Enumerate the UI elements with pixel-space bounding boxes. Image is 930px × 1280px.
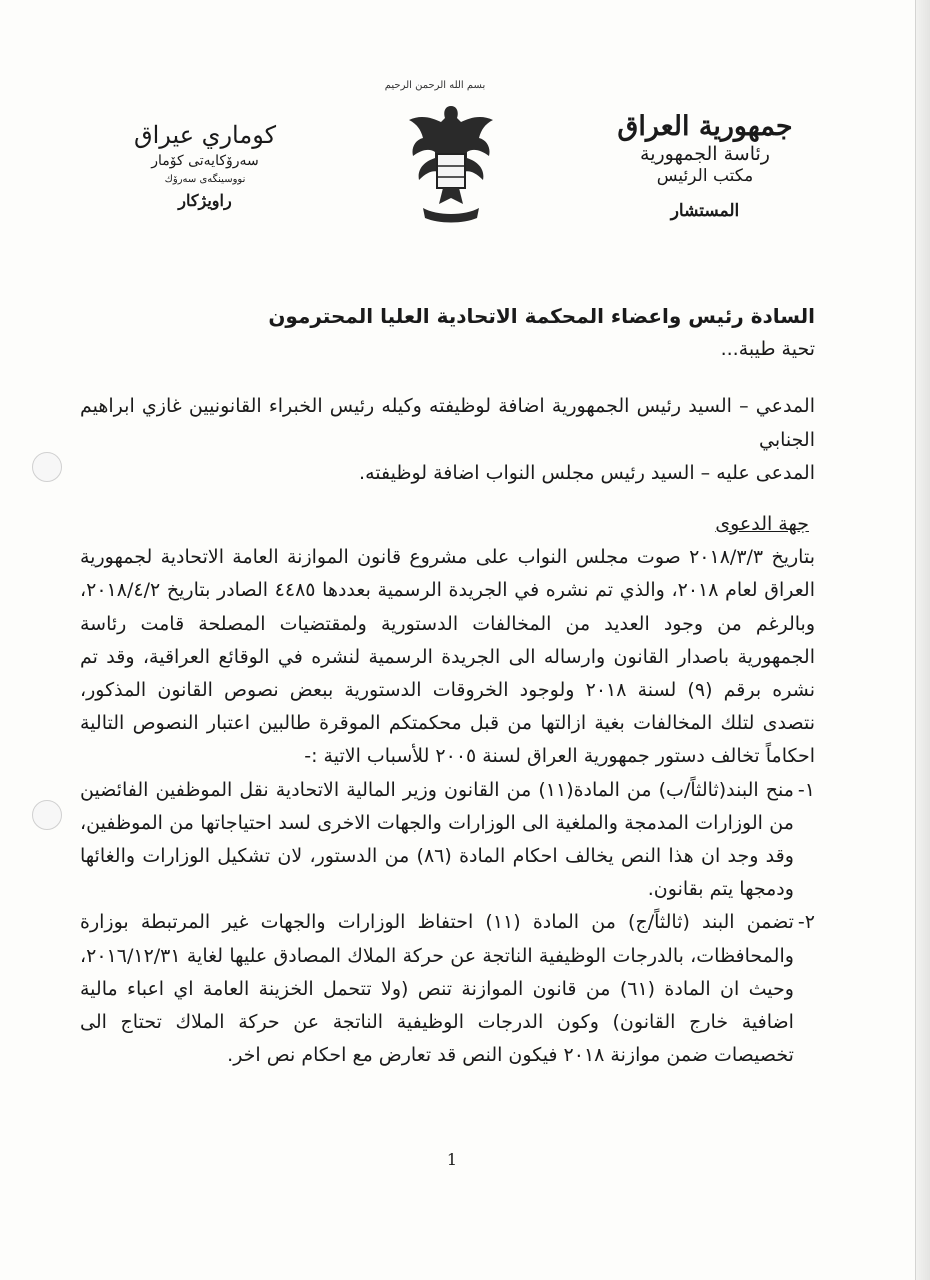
page-edge — [915, 0, 930, 1280]
letter-body — [80, 300, 815, 1072]
defendant-line: المدعى عليه – السيد رئيس مجلس النواب اضافة لوظيفته. — [359, 461, 815, 484]
list-item — [80, 906, 815, 1072]
kurdish-letterhead — [105, 120, 305, 214]
advisor-title: المستشار — [670, 201, 740, 221]
list-item-number: ١- — [797, 778, 815, 801]
list-item-number: ٢- — [797, 911, 815, 934]
intro-paragraph: بتاريخ ٢٠١٨/٣/٣ صوت مجلس النواب على مشروع قانون الموازنة العامة الاتحادية لجمهورية العراق لعام ٢٠١٨، والذي تم نشره في الجريدة الرسمية بعددها ٤٤٨٥ الصادر بتاريخ ٢٠١٨/٤/٢، وبالرغم من وجود العديد من المخالفات الدستورية ولمقتضيات المصلحة قامت رئاسة الجمهورية باصدار القانون وارساله الى الجريدة الرسمية لنشره في الوقائع العراقية، وقد تم نشره برقم (٩) لسنة ٢٠١٨ ولوجود الخروقات الدستورية ببعض نصوص القانون المذكور، نتصدى لتلك المخالفات بغية ازالتها من قبل محكمتكم الموقرة طالبين اعتبار النصوص التالية احكاماً تخالف دستور جمهورية العراق لسنة ٢٠٠٥ للأسباب الاتية :- — [80, 546, 815, 768]
kurdish-office-title: نووسینگەی سەرۆك — [164, 174, 246, 185]
list-item — [80, 774, 815, 907]
punch-hole-top — [32, 452, 62, 482]
kurdish-advisor-title: راويژكار — [178, 191, 232, 210]
page-number: 1 — [446, 1150, 458, 1169]
greeting: تحية طيبة... — [720, 338, 815, 361]
presidency-title: رئاسة الجمهورية — [640, 143, 770, 165]
plaintiff-line: المدعي – السيد رئيس الجمهورية اضافة لوظيفته وكيله رئيس الخبراء القانونيين غازي ابراهيم الجنابي — [80, 395, 815, 451]
section-title: جهة الدعوى — [715, 513, 809, 536]
basmala: بسم الله الرحمن الرحيم — [384, 80, 486, 91]
presidency-letterhead — [590, 112, 820, 222]
republic-title: جمهورية العراق — [617, 111, 793, 142]
list-item-text: منح البند(ثالثاً/ب) من المادة(١١) من القانون وزير المالية الاتحادية نقل الموظفين الفائضين من الوزارات المدمجة والملغية الى الوزارات والجهات الاخرى لسد احتياجاتها من الموظفين، وقد وجد ان هذا النص يخالف احكام المادة (٨٦) من الدستور، لان تشكيل الوزارات والغائها ودمجها يتم بقانون. — [80, 778, 794, 901]
list-item-text: تضمن البند (ثالثاً/ج) من المادة (١١) احتفاظ الوزارات والجهات غير المرتبطة بوزارة والمحافظات، بالدرجات الوظيفية الناتجة عن حركة الملاك المصادق عليها لغاية ٢٠١٦/١٢/٣١، وحيث ان المادة (٦١) من قانون الموازنة تنص (ولا تتحمل الخزينة العامة اي اعباء مالية اضافية خارج القانون) وكون الدرجات الوظيفية الناتجة عن حركة الملاك تحتاج الى تخصيصات ضمن موازنة ٢٠١٨ فيكون النص قد تعارض مع احكام نص اخر. — [80, 911, 794, 1067]
kurdish-presidency-title: سەرۆكايەتی كۆمار — [151, 153, 259, 169]
office-title: مكتب الرئيس — [656, 166, 754, 186]
addressee: السادة رئيس واعضاء المحكمة الاتحادية العليا المحترمون — [268, 304, 815, 328]
iraq-eagle-emblem-icon — [403, 100, 499, 228]
kurdish-republic-title: كوماري عيراق — [133, 121, 277, 149]
punch-hole-bottom — [32, 800, 62, 830]
